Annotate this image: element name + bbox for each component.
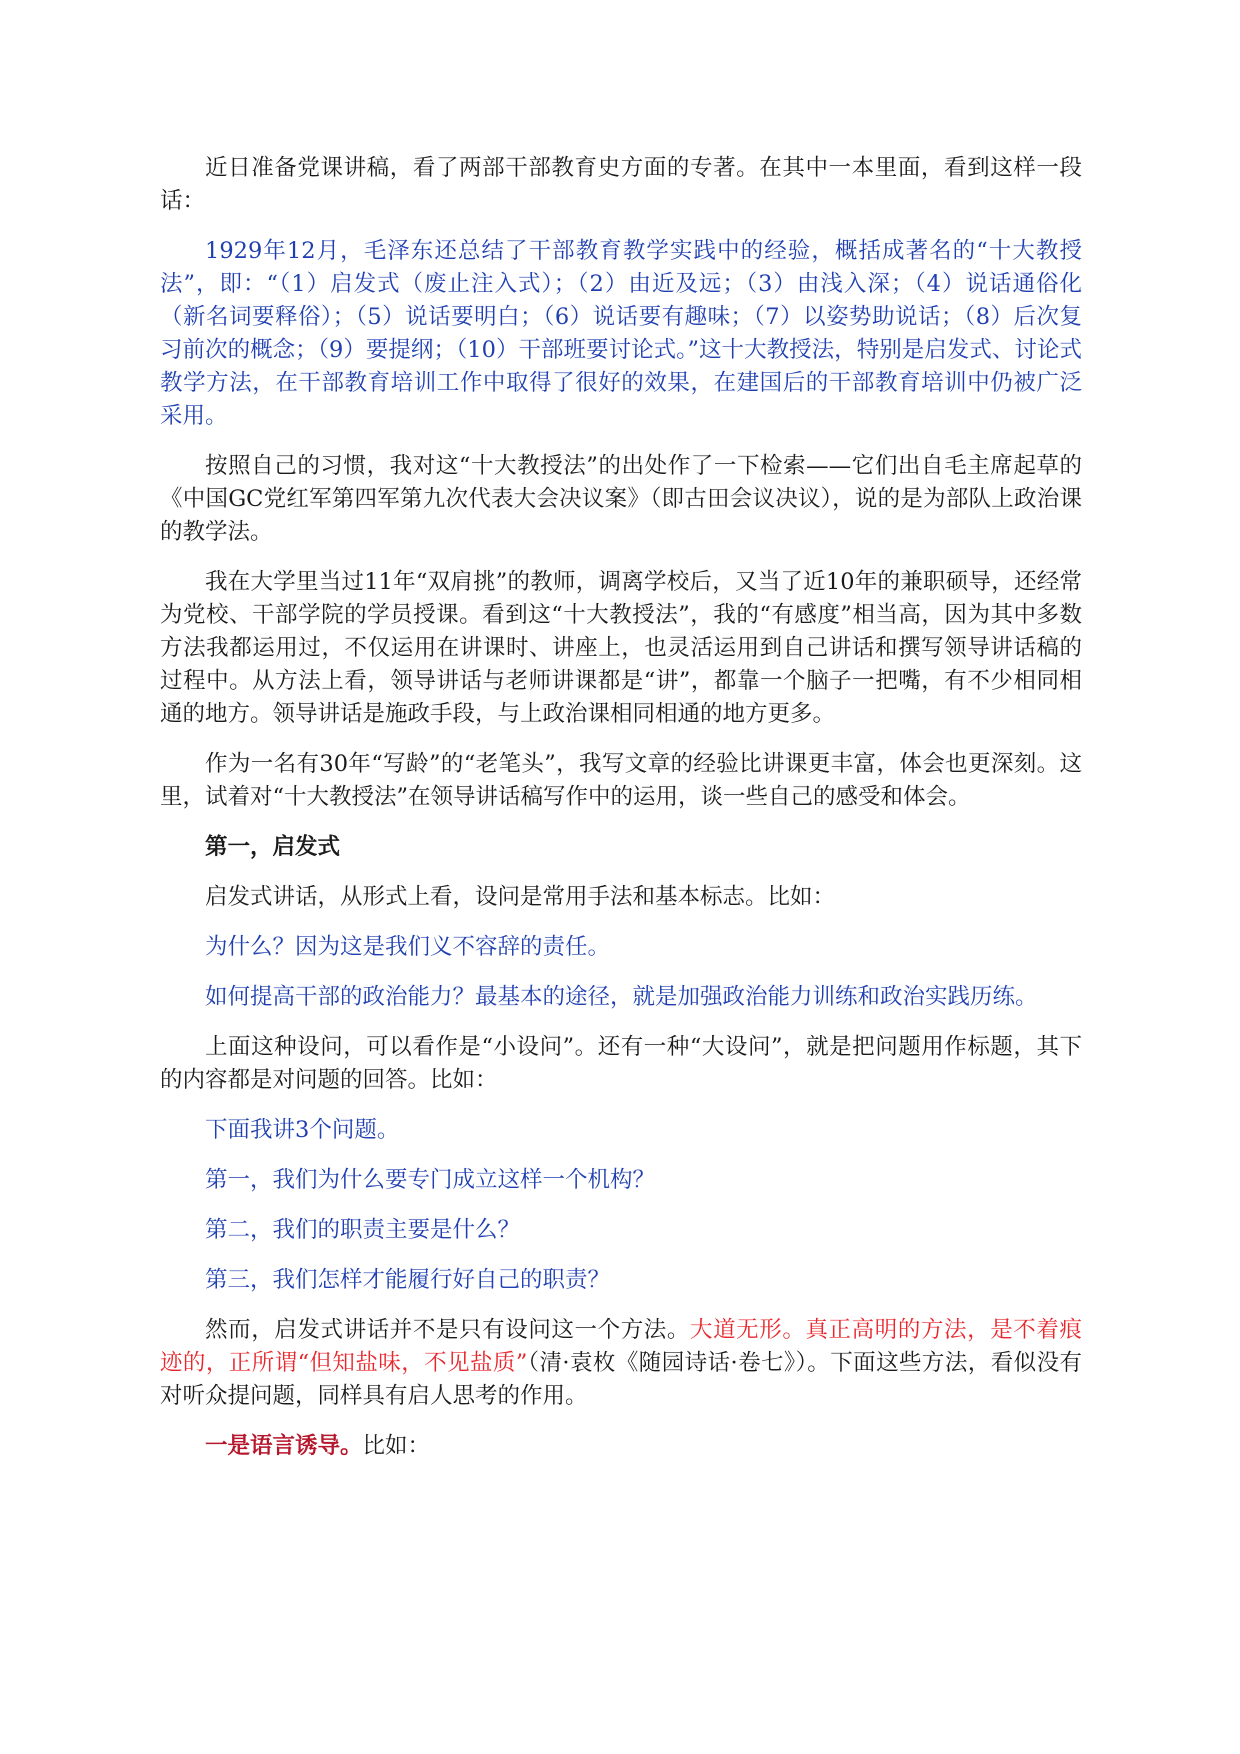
example-question-2: 如何提高干部的政治能力？最基本的途径，就是加强政治能力训练和政治实践历练。 — [205, 984, 1038, 1010]
document-body — [160, 152, 1082, 1480]
paragraph-rhetorical-question: 启发式讲话，从形式上看，设问是常用手法和基本标志。比如： — [205, 884, 836, 910]
example-outline-2: 第二，我们的职责主要是什么？ — [205, 1217, 521, 1243]
paragraph-author-experience: 我在大学里当过11年“双肩挑”的教师，调离学校后，又当了近10年的兼职硕导，还经常为党校、干部学院的学员授课。看到这“十大教授法”，我的“有感度”相当高，因为其中多数方法我都运用过，不仅运用在讲课时、讲座上，也灵活运用到自己讲话和撰写领导讲话稿的过程中。从方法上看，领导讲话与老师讲课都是“讲”，都靠一个脑子一把嘴，有不少相同相通的地方。领导讲话是施政手段，与上政治课相同相通的地方更多。 — [160, 569, 1082, 727]
subtle-methods-highlight: 大道无形。真正高明的方法，是不着痕迹的，正所谓“但知盐味，不见盐质” — [160, 1317, 1082, 1376]
paragraph-source-search: 按照自己的习惯，我对这“十大教授法”的出处作了一下检索——它们出自毛主席起草的《中国GC党红军第四军第九次代表大会决议案》（即古田会议决议），说的是为部队上政治课的教学法。 — [160, 453, 1082, 545]
subtle-methods-start: 然而，启发式讲话并不是只有设问这一个方法。 — [205, 1317, 690, 1343]
paragraph-writing-experience: 作为一名有30年“写龄”的“老笔头”，我写文章的经验比讲课更丰富，体会也更深刻。这里，试着对“十大教授法”在领导讲话稿写作中的运用，谈一些自己的感受和体会。 — [160, 751, 1082, 810]
subtle-methods-end: （清·袁枚《随园诗话·卷七》）。下面这些方法，看似没有对听众提问题，同样具有启人思考的作用。 — [160, 1350, 1082, 1409]
paragraph-big-question: 上面这种设问，可以看作是“小设问”。还有一种“大设问”，就是把问题用作标题，其下的内容都是对问题的回答。比如： — [160, 1034, 1082, 1093]
paragraph-subtle-methods — [160, 1314, 1082, 1413]
language-guidance-heading: 一是语言诱导。 — [205, 1433, 363, 1459]
example-question-1: 为什么？因为这是我们义不容辞的责任。 — [205, 934, 611, 960]
paragraph-intro: 近日准备党课讲稿，看了两部干部教育史方面的专著。在其中一本里面，看到这样一段话： — [160, 155, 1082, 214]
example-outline-3: 第三，我们怎样才能履行好自己的职责？ — [205, 1267, 611, 1293]
example-outline-intro: 下面我讲3个问题。 — [205, 1117, 400, 1143]
paragraph-language-guidance — [160, 1430, 1082, 1463]
section-heading-inspiration: 第一，启发式 — [205, 834, 341, 860]
language-guidance-text: 比如： — [362, 1433, 431, 1459]
example-outline-1: 第一，我们为什么要专门成立这样一个机构？ — [205, 1167, 656, 1193]
quote-ten-teaching-methods: 1929年12月，毛泽东还总结了干部教育教学实践中的经验，概括成著名的“十大教授法”，即：“（1）启发式（废止注入式）；（2）由近及远；（3）由浅入深；（4）说话通俗化（新名词要释俗）；（5）说话要明白；（6）说话要有趣味；（7）以姿势助说话；（8）后次复习前次的概念；（9）要提纲；（10）干部班要讨论式。”这十大教授法，特别是启发式、讨论式教学方法，在干部教育培训工作中取得了很好的效果，在建国后的干部教育培训中仍被广泛采用。 — [160, 238, 1082, 429]
